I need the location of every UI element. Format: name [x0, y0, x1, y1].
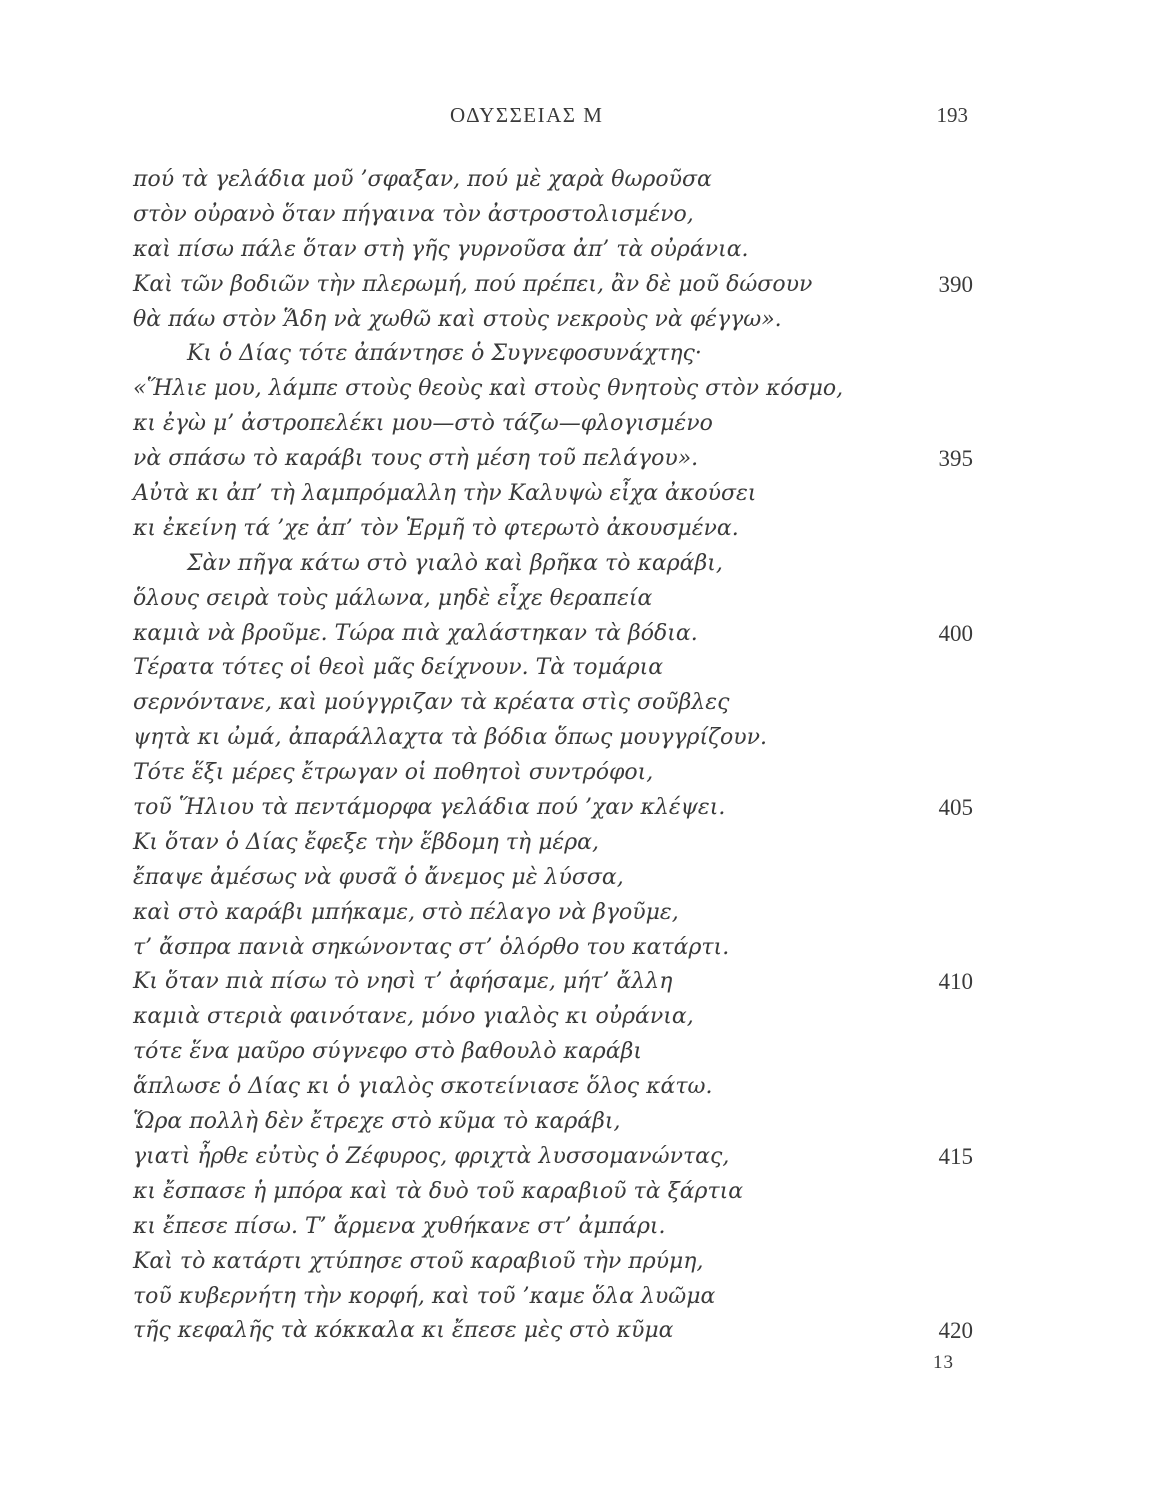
- verse-line: [133, 268, 973, 303]
- verse-text: κι ἔσπασε ἡ μπόρα καὶ τὰ δυὸ τοῦ καραβιοῦ τὰ ξάρτια: [133, 1178, 744, 1204]
- verse-text: κι ἔπεσε πίσω. Τ’ ἄρμενα χυθήκανε στ’ ἀμπάρι.: [133, 1213, 666, 1239]
- verse-line: [133, 896, 973, 931]
- verse-line: [133, 198, 973, 233]
- verse-line: [133, 1000, 973, 1035]
- page-number: 193: [936, 103, 968, 127]
- verse-text: τ’ ἄσπρα πανιὰ σηκώνοντας στ’ ὁλόρθο του κατάρτι.: [133, 934, 730, 960]
- verse-line: [133, 1140, 973, 1175]
- verse-line: [133, 791, 973, 826]
- verse-text: τοῦ Ἥλιου τὰ πεντάμορφα γελάδια πού ’χαν κλέψει.: [133, 795, 726, 821]
- verse-text: Κι ὅταν ὁ Δίας ἔφεξε τὴν ἕβδομη τὴ μέρα,: [133, 829, 599, 855]
- line-number: 400: [938, 620, 973, 646]
- verse-text: Κι ὅταν πιὰ πίσω τὸ νησὶ τ’ ἀφήσαμε, μήτ’ ἄλλη: [133, 969, 673, 995]
- verse-text: τότε ἕνα μαῦρο σύγνεφο στὸ βαθουλὸ καράβι: [133, 1039, 642, 1065]
- verse-text: ψητὰ κι ὠμά, ἀπαράλλαχτα τὰ βόδια ὅπως μουγγρίζουν.: [133, 725, 767, 751]
- verse-text: στὸν οὐρανὸ ὅταν πήγαινα τὸν ἀστροστολισμένο,: [133, 201, 694, 227]
- verse-text: Αὐτὰ κι ἀπ’ τὴ λαμπρόμαλλη τὴν Καλυψὼ εἶχα ἀκούσει: [133, 481, 757, 507]
- line-number: 410: [938, 969, 973, 995]
- verse-line: [133, 372, 973, 407]
- verse-line: [133, 512, 973, 547]
- line-number: 395: [938, 446, 973, 472]
- verse-line: [133, 1314, 973, 1349]
- verse-text: τοῦ κυβερνήτη τὴν κορφή, καὶ τοῦ ’καμε ὅλα λυῶμα: [133, 1283, 716, 1309]
- verse-line: [133, 826, 973, 861]
- verse-line: [133, 721, 973, 756]
- verse-line: [133, 442, 973, 477]
- verse-text: Καὶ τὸ κατάρτι χτύπησε στοῦ καραβιοῦ τὴν πρύμη,: [133, 1248, 704, 1274]
- verse-line: [133, 582, 973, 617]
- verse-text: ἔπαψε ἀμέσως νὰ φυσᾶ ὁ ἄνεμος μὲ λύσσα,: [133, 864, 624, 890]
- verse-text: Τέρατα τότες οἱ θεοὶ μᾶς δείχνουν. Τὰ τομάρια: [133, 655, 664, 681]
- verse-line: [133, 547, 973, 582]
- verse-text: νὰ σπάσω τὸ καράβι τους στὴ μέση τοῦ πελάγου».: [133, 446, 699, 472]
- verse-line: [133, 1245, 973, 1280]
- running-title: ΟΔΥΣΣΕΙΑΣ Μ: [450, 103, 604, 127]
- verse-text: καμιὰ στεριὰ φαινότανε, μόνο γιαλὸς κι οὐράνια,: [133, 1004, 694, 1030]
- line-number: 420: [938, 1318, 973, 1344]
- verse-text: ἅπλωσε ὁ Δίας κι ὁ γιαλὸς σκοτείνιασε ὅλος κάτω.: [133, 1074, 713, 1100]
- verse-line: [133, 477, 973, 512]
- verse-line: [133, 931, 973, 966]
- verse-text: Σὰν πῆγα κάτω στὸ γιαλὸ καὶ βρῆκα τὸ καράβι,: [187, 550, 723, 576]
- verse-line: [133, 1210, 973, 1245]
- verse-text: πού τὰ γελάδια μοῦ ’σφαξαν, πού μὲ χαρὰ θωροῦσα: [133, 167, 712, 192]
- verse-line: [133, 1175, 973, 1210]
- verse-text: θὰ πάω στὸν Ἅδη νὰ χωθῶ καὶ στοὺς νεκροὺς νὰ φέγγω».: [133, 306, 782, 332]
- verse-text: Τότε ἕξι μέρες ἔτρωγαν οἱ ποθητοὶ συντρόφοι,: [133, 760, 654, 786]
- verse-line: [133, 617, 973, 652]
- verse-text: Κι ὁ Δίας τότε ἀπάντησε ὁ Συγνεφοσυνάχτης·: [187, 341, 702, 367]
- running-head: [0, 103, 1154, 133]
- line-number: 390: [938, 271, 973, 297]
- verse-line: [133, 337, 973, 372]
- line-number: 415: [938, 1143, 973, 1169]
- verse-line: [133, 651, 973, 686]
- verse-text: καὶ πίσω πάλε ὅταν στὴ γῆς γυρνοῦσα ἀπ’ τὰ οὐράνια.: [133, 236, 749, 262]
- verse-line: [133, 233, 973, 268]
- verse-block: [133, 163, 973, 1349]
- verse-line: [133, 1105, 973, 1140]
- verse-text: «Ἥλιε μου, λάμπε στοὺς θεοὺς καὶ στοὺς θνητοὺς στὸν κόσμο,: [133, 376, 844, 402]
- verse-text: καὶ στὸ καράβι μπήκαμε, στὸ πέλαγο νὰ βγοῦμε,: [133, 899, 679, 925]
- verse-text: τῆς κεφαλῆς τὰ κόκκαλα κι ἔπεσε μὲς στὸ κῦμα: [133, 1318, 674, 1344]
- verse-text: καμιὰ νὰ βροῦμε. Τώρα πιὰ χαλάστηκαν τὰ βόδια.: [133, 620, 698, 646]
- verse-line: [133, 861, 973, 896]
- verse-line: [133, 1280, 973, 1315]
- verse-line: [133, 303, 973, 338]
- verse-text: Ὥρα πολλὴ δὲν ἔτρεχε στὸ κῦμα τὸ καράβι,: [133, 1109, 621, 1135]
- verse-text: γιατὶ ἦρθε εὐτὺς ὁ Ζέφυρος, φριχτὰ λυσσομανώντας,: [133, 1143, 730, 1169]
- verse-text: Καὶ τῶν βοδιῶν τὴν πλερωμή, πού πρέπει, ἂν δὲ μοῦ δώσουν: [133, 271, 813, 297]
- verse-text: κι ἐγὼ μ’ ἀστροπελέκι μου—στὸ τάζω—φλογισμένο: [133, 411, 713, 437]
- verse-text: κι ἐκείνη τά ’χε ἀπ’ τὸν Ἑρμῆ τὸ φτερωτὸ ἀκουσμένα.: [133, 515, 739, 541]
- verse-line: [133, 756, 973, 791]
- line-number: 405: [938, 795, 973, 821]
- verse-text: ὅλους σειρὰ τοὺς μάλωνα, μηδὲ εἶχε θεραπεία: [133, 585, 653, 611]
- verse-line: [133, 407, 973, 442]
- verse-line: [133, 686, 973, 721]
- verse-line: [133, 965, 973, 1000]
- verse-line: [133, 1070, 973, 1105]
- verse-line: [133, 1035, 973, 1070]
- verse-line: [133, 163, 973, 198]
- verse-text: σερνόντανε, καὶ μούγγριζαν τὰ κρέατα στὶς σοῦβλες: [133, 690, 730, 716]
- printer-signature: 13: [933, 1352, 954, 1373]
